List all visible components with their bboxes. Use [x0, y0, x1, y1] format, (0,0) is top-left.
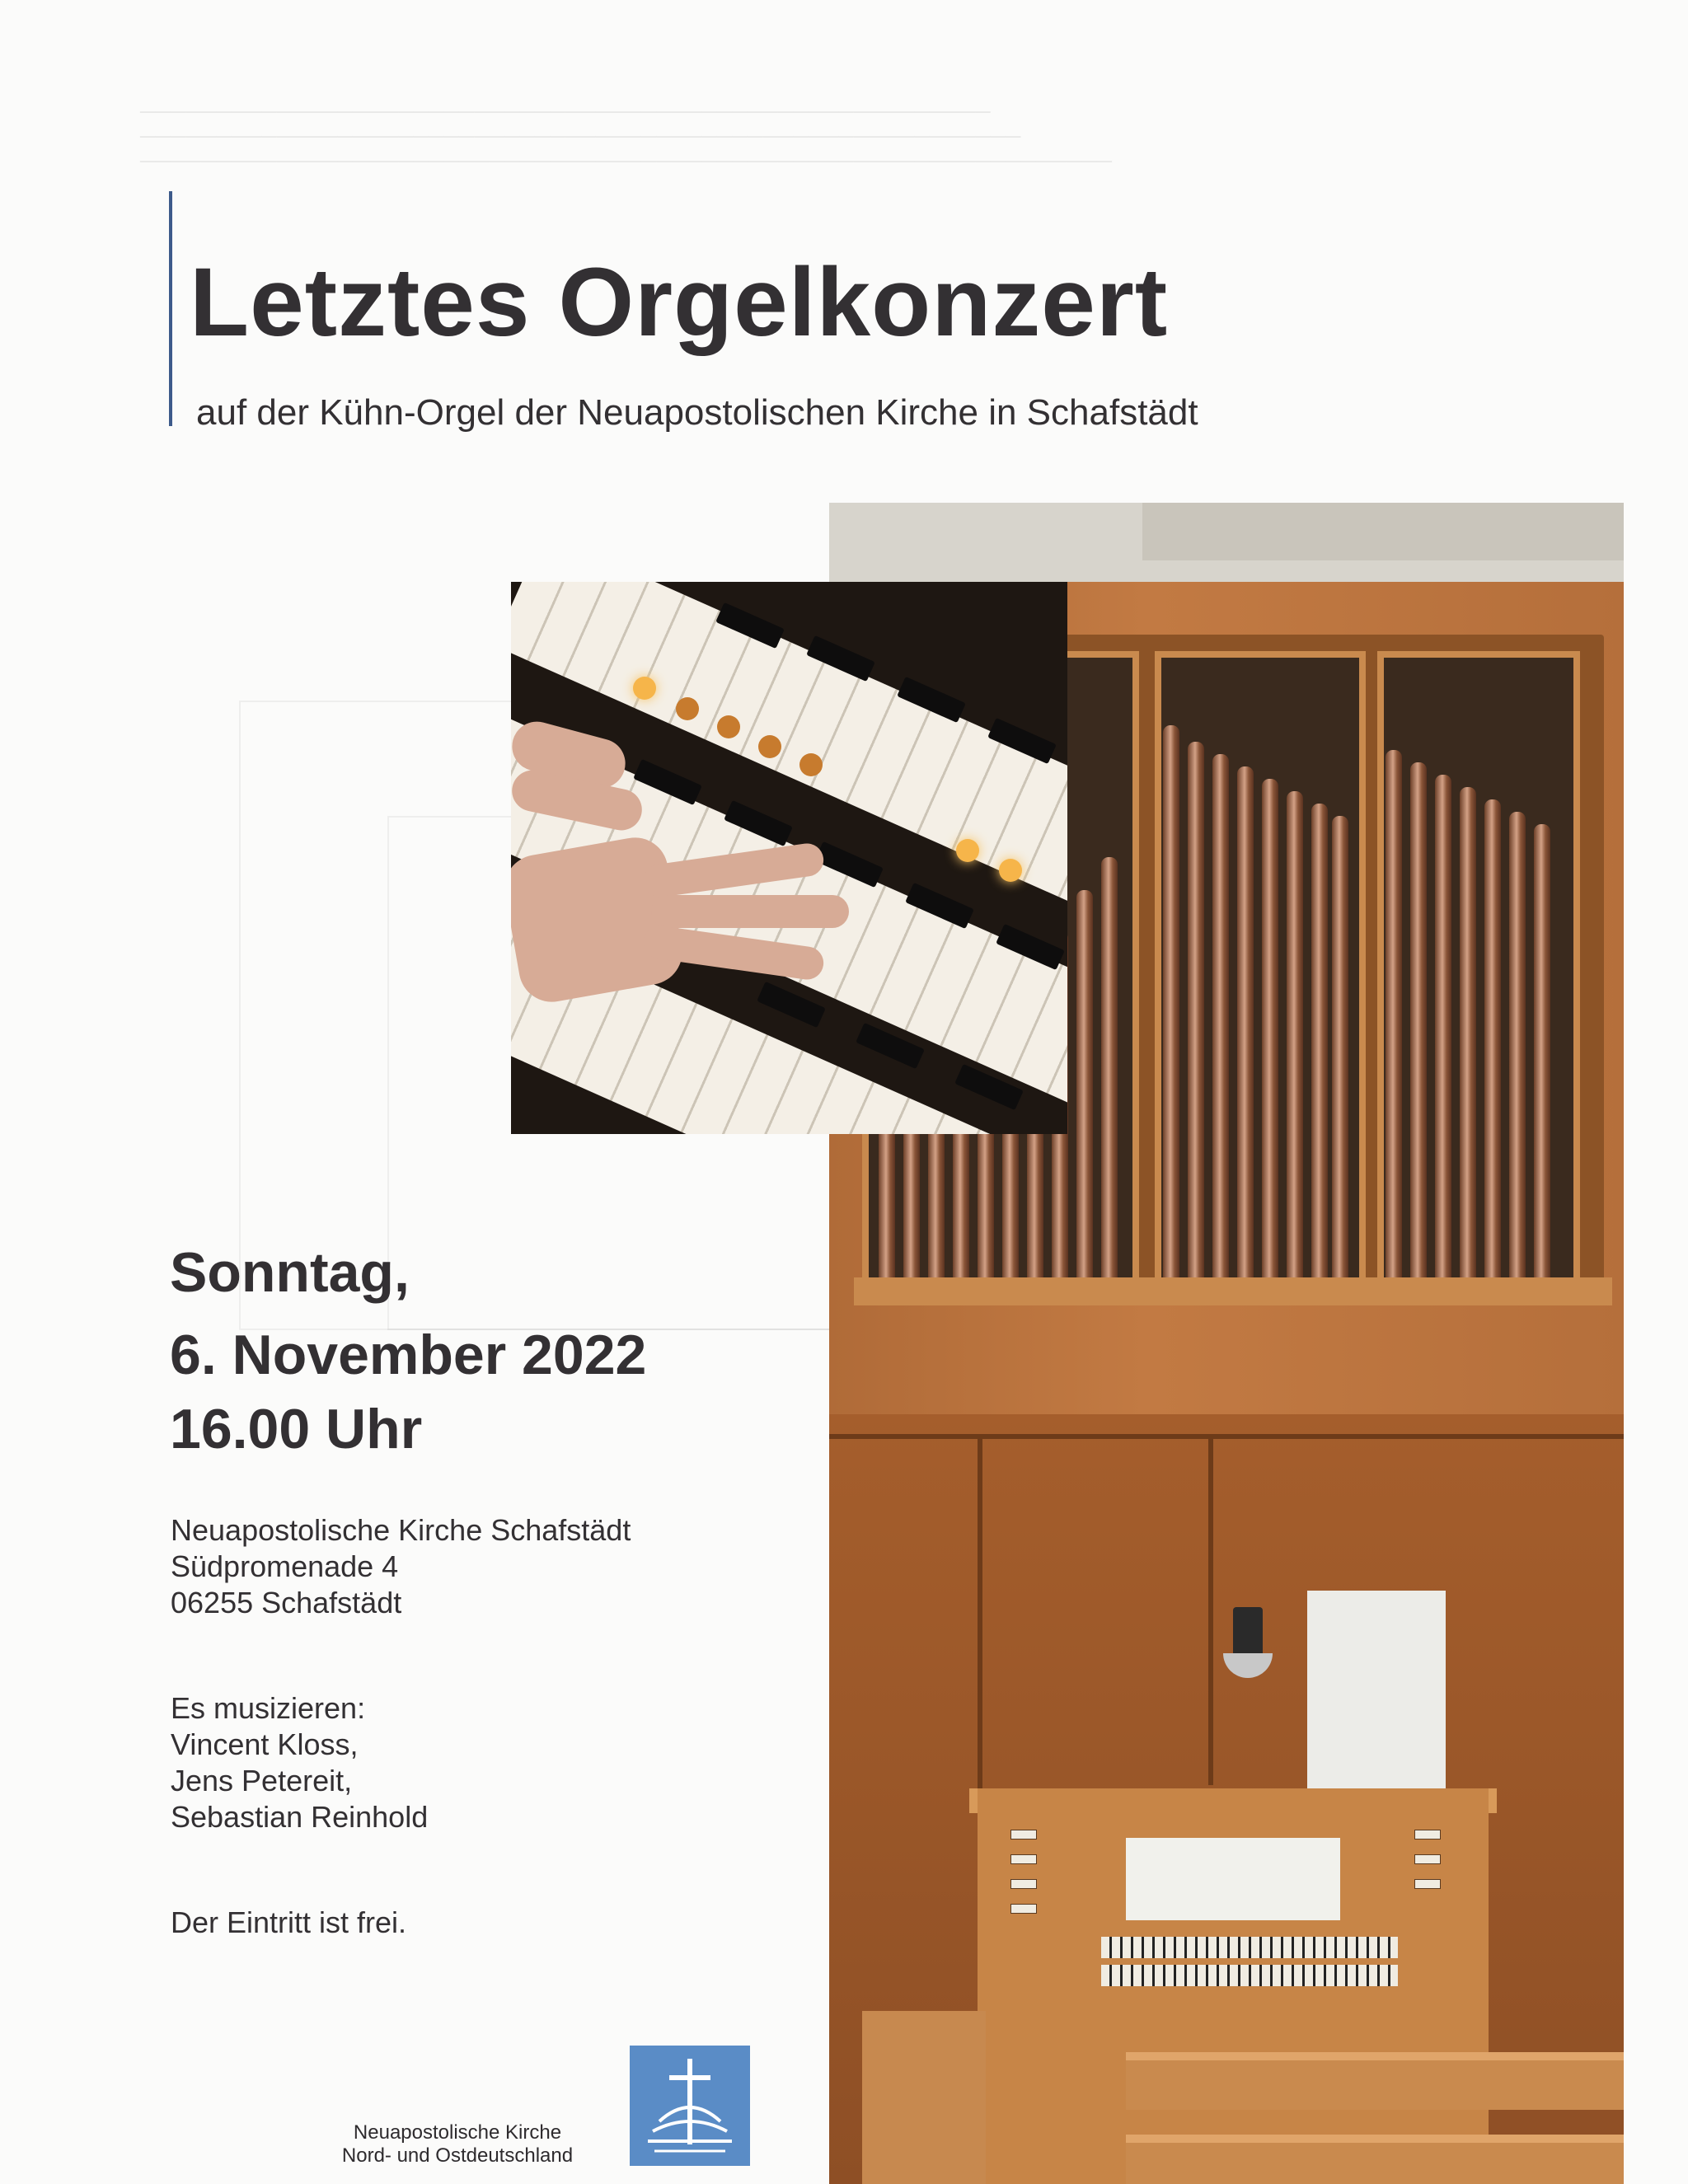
venue-city: 06255 Schafstädt [171, 1586, 402, 1619]
page-title: Letztes Orgelkonzert [190, 248, 1169, 357]
bleed-through-text: ────────────────────────────────────────────────────────── [140, 124, 1021, 148]
keyboard-photo [511, 582, 1067, 1134]
bleed-through-text: ──────────────────────────────────────────────────────────────── [140, 148, 1112, 173]
accent-line [169, 191, 172, 426]
event-day: Sonntag, [170, 1241, 410, 1304]
page-subtitle: auf der Kühn-Orgel der Neuapostolischen Kirche in Schafstädt [196, 392, 1198, 433]
org-name-line2: Nord- und Ostdeutschland [341, 2144, 574, 2167]
admission-note: Der Eintritt ist frei. [171, 1905, 407, 1939]
event-date: 6. November 2022 [170, 1324, 647, 1386]
bleed-through-text: ──────────────────────────────────────────────────────── [140, 99, 991, 124]
performers-heading: Es musizieren: [171, 1691, 366, 1725]
performer-name: Vincent Kloss, [171, 1727, 359, 1761]
venue-street: Südpromenade 4 [171, 1549, 399, 1583]
org-name-line1: Neuapostolische Kirche [353, 2121, 562, 2144]
nak-cross-sun-icon [630, 2046, 750, 2166]
venue-name: Neuapostolische Kirche Schafstädt [171, 1513, 631, 1547]
event-time: 16.00 Uhr [170, 1398, 423, 1460]
performer-name: Sebastian Reinhold [171, 1800, 429, 1834]
performer-name: Jens Petereit, [171, 1764, 353, 1797]
